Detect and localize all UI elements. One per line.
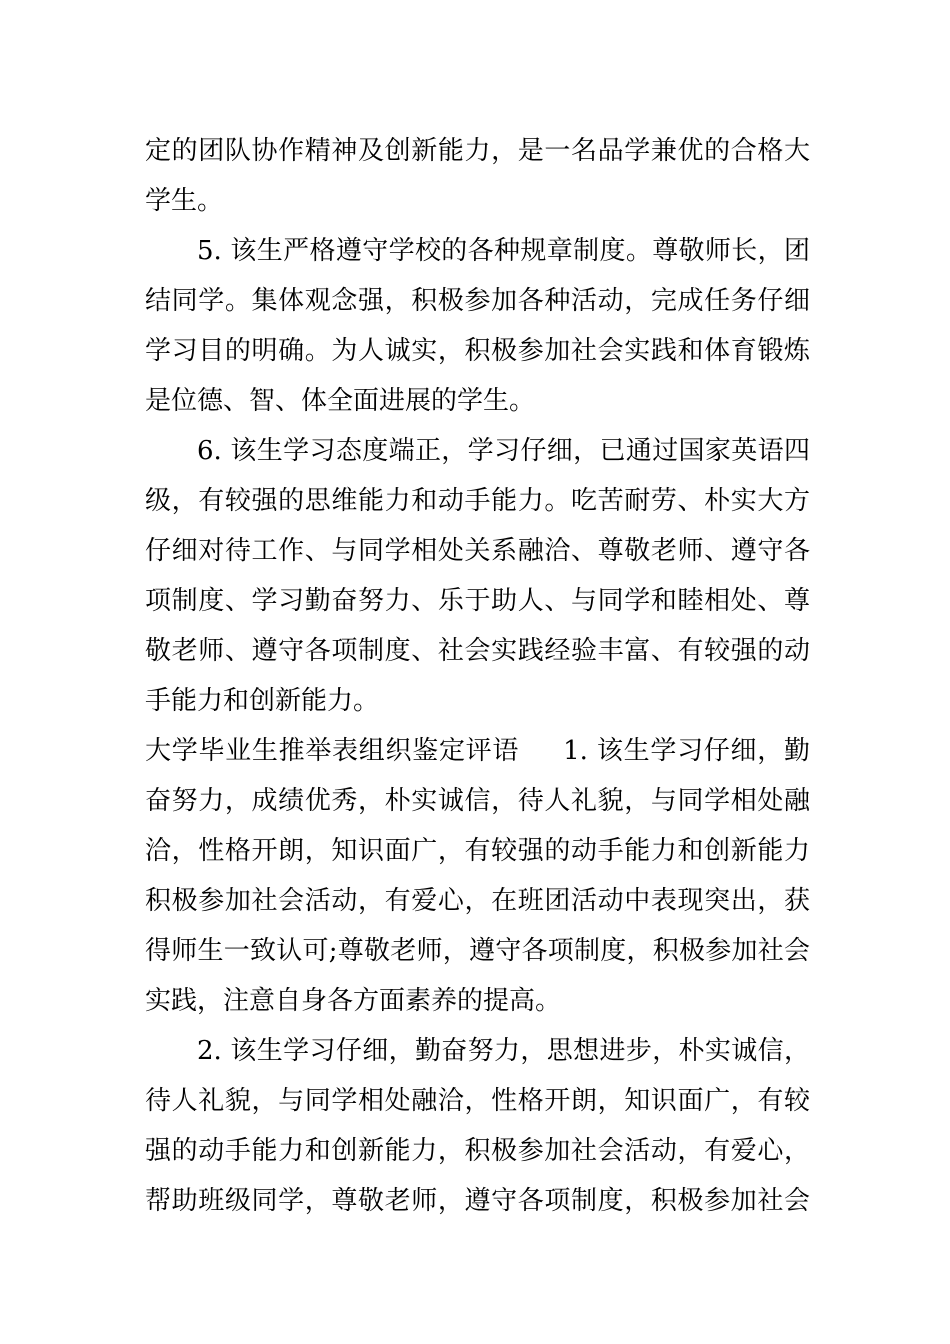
text-line: 待人礼貌，与同学相处融洽，性格开朗，知识面广，有较 — [145, 1086, 810, 1116]
paragraph-6-line: 6. 该生学习态度端正，学习仔细，已通过国家英语四 — [197, 436, 810, 466]
text-line: 是位德、智、体全面进展的学生。 — [145, 386, 536, 416]
paragraph-2-line: 2. 该生学习仔细，勤奋努力，思想进步，朴实诚信， — [197, 1036, 810, 1066]
text-line: 级，有较强的思维能力和动手能力。吃苦耐劳、朴实大方 — [145, 486, 810, 516]
text-line: 敬老师、遵守各项制度、社会实践经验丰富、有较强的动 — [145, 636, 810, 666]
text-line: 手能力和创新能力。 — [145, 686, 380, 716]
text-line: 学生。 — [145, 186, 224, 216]
text-line: 学习目的明确。为人诚实，积极参加社会实践和体育锻炼 — [145, 336, 810, 366]
text-line: 积极参加社会活动，有爱心，在班团活动中表现突出，获 — [145, 886, 810, 916]
text-line: 实践，注意自身各方面素养的提高。 — [145, 986, 562, 1016]
text-line: 定的团队协作精神及创新能力，是一名品学兼优的合格大 — [145, 136, 810, 166]
section-heading-line — [145, 726, 810, 776]
text-line: 项制度、学习勤奋努力、乐于助人、与同学和睦相处、尊 — [145, 586, 810, 616]
text-line: 帮助班级同学，尊敬老师，遵守各项制度，积极参加社会 — [145, 1186, 810, 1216]
text-line: 得师生一致认可;尊敬老师，遵守各项制度，积极参加社会 — [145, 936, 810, 966]
text-line: 仔细对待工作、与同学相处关系融洽、尊敬老师、遵守各 — [145, 536, 810, 566]
text-line: 结同学。集体观念强，积极参加各种活动，完成任务仔细 — [145, 286, 810, 316]
text-line: 奋努力，成绩优秀，朴实诚信，待人礼貌，与同学相处融 — [145, 786, 810, 816]
section-heading: 大学毕业生推举表组织鉴定评语 — [145, 736, 520, 766]
paragraph-5-line: 5. 该生严格遵守学校的各种规章制度。尊敬师长，团 — [197, 236, 810, 266]
document-body — [145, 126, 810, 1226]
paragraph-1-start: 1. 该生学习仔细，勤 — [563, 736, 810, 766]
text-line: 洽，性格开朗，知识面广，有较强的动手能力和创新能力 — [145, 836, 810, 866]
text-line: 强的动手能力和创新能力，积极参加社会活动，有爱心， — [145, 1136, 810, 1166]
